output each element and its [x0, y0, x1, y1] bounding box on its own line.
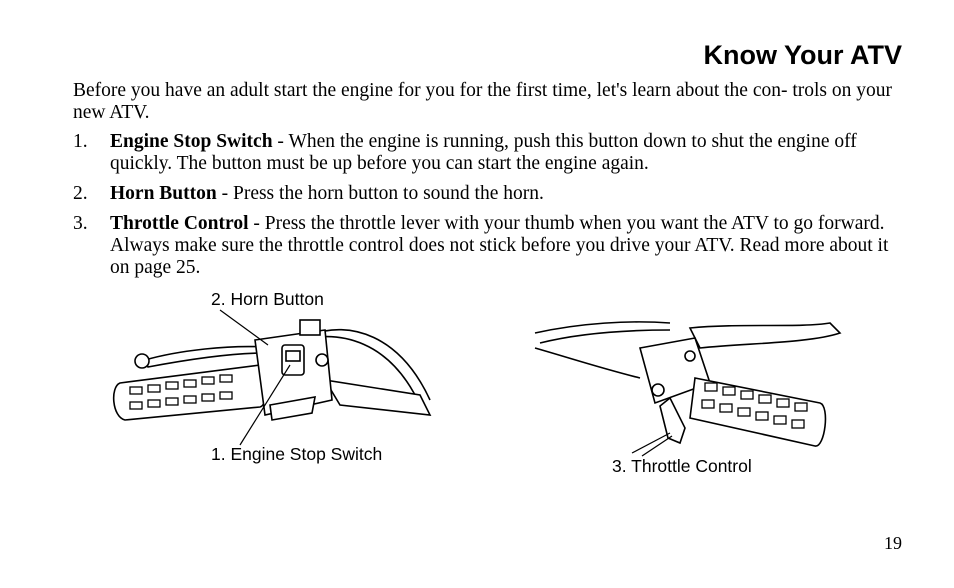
list-item	[73, 213, 898, 279]
page-title: Know Your ATV	[703, 40, 902, 70]
list-item	[73, 183, 898, 205]
item-text: - Press the throttle lever with your thumb when you want the ATV to go forward. Always make sure the throttle control does not stick before you drive your ATV. Read more about it on page 25.	[110, 213, 889, 278]
intro-paragraph: Before you have an adult start the engine for you for the first time, let's learn about the con- trols on your new ATV.	[73, 80, 893, 123]
right-handlebar-illustration	[520, 308, 850, 458]
item-text: - When the engine is running, push this button down to shut the engine off quickly. The button must be up before you can start the engine again.	[110, 131, 857, 174]
item-number: 2.	[73, 183, 88, 204]
item-term: Throttle Control	[110, 213, 249, 234]
item-term: Engine Stop Switch	[110, 131, 273, 152]
label-engine-stop-switch: 1. Engine Stop Switch	[211, 444, 383, 464]
item-number: 3.	[73, 213, 88, 234]
left-handlebar-illustration	[100, 305, 460, 455]
label-throttle-control: 3. Throttle Control	[612, 456, 752, 476]
item-term: Horn Button	[110, 183, 217, 204]
label-horn-button: 2. Horn Button	[211, 289, 324, 309]
page-number: 19	[884, 533, 902, 553]
list-item	[73, 131, 898, 175]
item-text: - Press the horn button to sound the horn.	[216, 183, 544, 204]
item-number: 1.	[73, 131, 88, 152]
control-list	[73, 131, 898, 287]
